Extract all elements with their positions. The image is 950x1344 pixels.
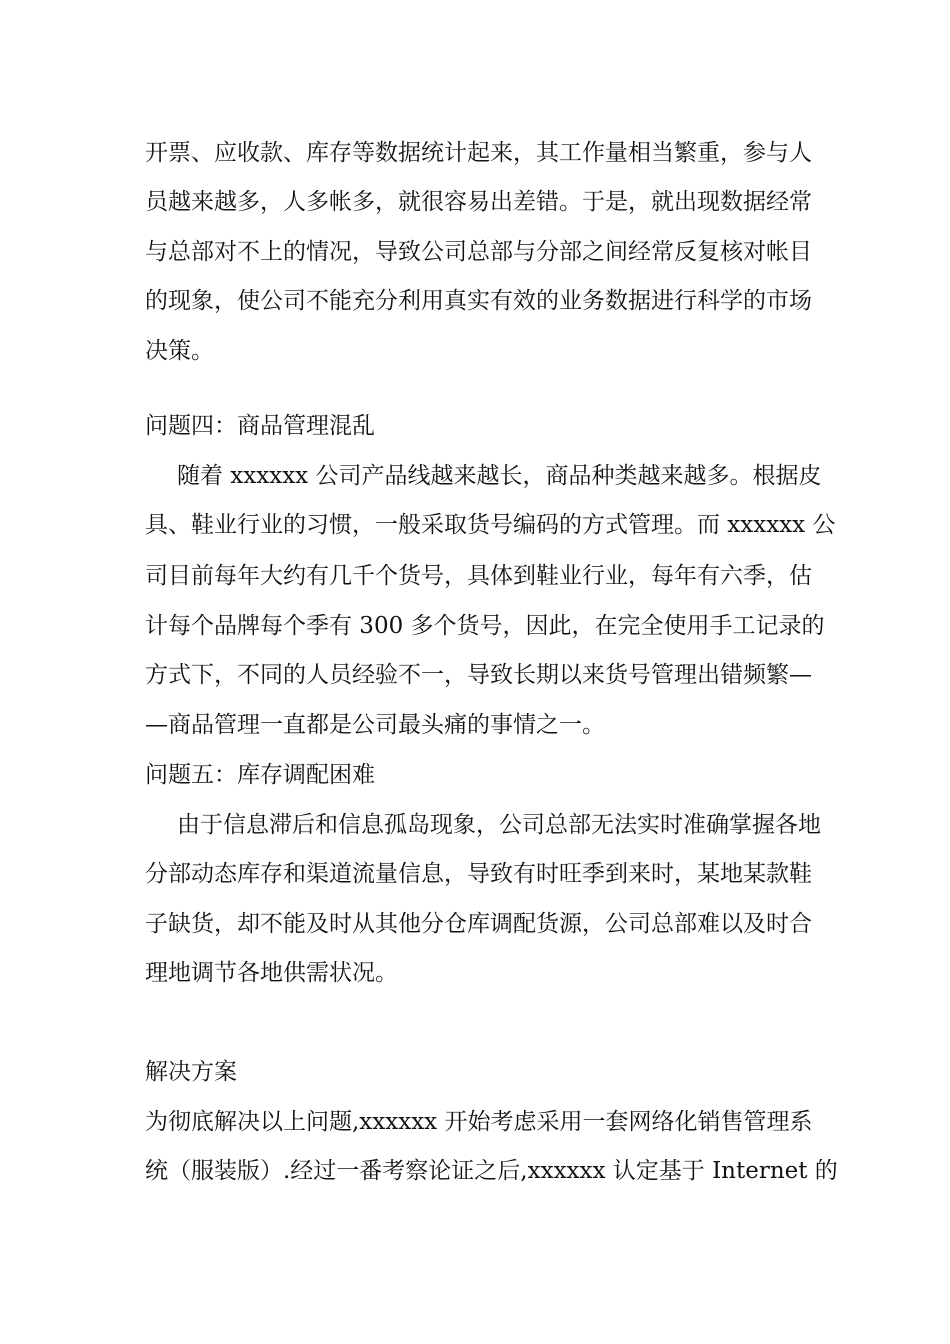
problem4-line-1: 随着 xxxxxx 公司产品线越来越长，商品种类越来越多。根据皮 (177, 463, 822, 489)
solution-line-2: 统（服装版）.经过一番考察论证之后,xxxxxx 认定基于 Internet 的 (145, 1158, 838, 1184)
problem5-line-3: 子缺货，却不能及时从其他分仓库调配货源，公司总部难以及时合 (145, 911, 812, 937)
problem4-line-4: 计每个品牌每个季有 300 多个货号，因此，在完全使用手工记录的 (145, 613, 825, 639)
paragraph1-line-1: 开票、应收款、库存等数据统计起来，其工作量相当繁重，参与人 (145, 140, 812, 166)
solution-heading: 解决方案 (145, 1059, 237, 1085)
problem5-line-1: 由于信息滞后和信息孤岛现象，公司总部无法实时准确掌握各地 (177, 812, 821, 838)
problem4-line-6: —商品管理一直都是公司最头痛的事情之一。 (145, 712, 605, 738)
paragraph1-line-3: 与总部对不上的情况，导致公司总部与分部之间经常反复核对帐目 (145, 239, 812, 265)
problem4-heading: 问题四：商品管理混乱 (145, 413, 375, 439)
solution-line-1: 为彻底解决以上问题,xxxxxx 开始考虑采用一套网络化销售管理系 (145, 1109, 813, 1135)
problem4-line-2: 具、鞋业行业的习惯，一般采取货号编码的方式管理。而 xxxxxx 公 (145, 512, 836, 538)
problem5-line-4: 理地调节各地供需状况。 (145, 960, 398, 986)
problem5-heading: 问题五：库存调配困难 (145, 762, 375, 788)
paragraph1-line-5: 决策。 (145, 338, 214, 364)
paragraph1-line-4: 的现象，使公司不能充分利用真实有效的业务数据进行科学的市场 (145, 288, 812, 314)
problem4-line-5: 方式下，不同的人员经验不一，导致长期以来货号管理出错频繁— (145, 662, 812, 688)
paragraph1-line-2: 员越来越多，人多帐多，就很容易出差错。于是，就出现数据经常 (145, 189, 812, 215)
problem4-line-3: 司目前每年大约有几千个货号，具体到鞋业行业，每年有六季，估 (145, 563, 812, 589)
problem5-line-2: 分部动态库存和渠道流量信息，导致有时旺季到来时，某地某款鞋 (145, 861, 812, 887)
